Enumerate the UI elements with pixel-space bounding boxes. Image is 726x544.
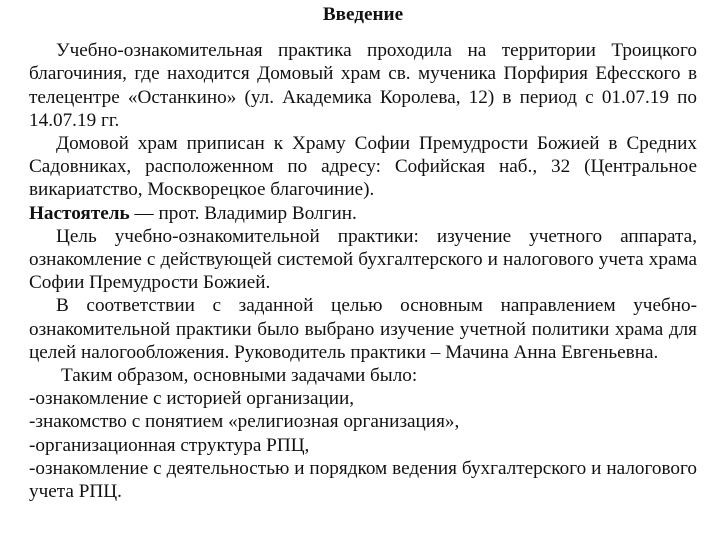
rector-text: — прот. Владимир Волгин. [129,202,357,224]
document-title: Введение [322,4,404,25]
document-page [29,3,697,503]
list-item-task: -ознакомление с историей организации, [29,388,355,410]
list-item-task: -знакомство с понятием «религиозная организация», [29,411,460,433]
list-item-task: -организационная структура РПЦ, [29,434,310,456]
list-item-task: -ознакомление с деятельностью и порядком ведения бухгалтерского и налогового учета РПЦ. [29,457,697,503]
rector-label: Настоятель [29,202,130,224]
paragraph-tasks-intro: Таким образом, основными задачами было: [61,365,418,387]
paragraph-practice-direction: В соответствии с заданной целью основным направлением учебно-ознакомительной практики было выбрано изучение учетной политики храма для целей налогообложения. Руководитель практики – Мачина Анна Евгеньевна. [29,295,697,363]
paragraph-practice-location: Учебно-ознакомительная практика проходила на территории Троицкого благочиния, где находится Домовый храм св. мученика Порфирия Ефесского в телецентре «Останкино» (ул. Академика Королева, 12) в период с 01.07.19 по 14.07.19 гг. [29,40,697,131]
paragraph-church-address: Домовой храм приписан к Храму Софии Премудрости Божией в Средних Садовниках, расположенном по адресу: Софийская наб., 32 (Центральное викариатство, Москворецкое благочиние). [29,133,697,201]
paragraph-rector [29,202,697,225]
paragraph-practice-goal: Цель учебно-ознакомительной практики: изучение учетного аппарата, ознакомление с действующей системой бухгалтерского и налогового учета храма Софии Премудрости Божией. [29,225,697,294]
